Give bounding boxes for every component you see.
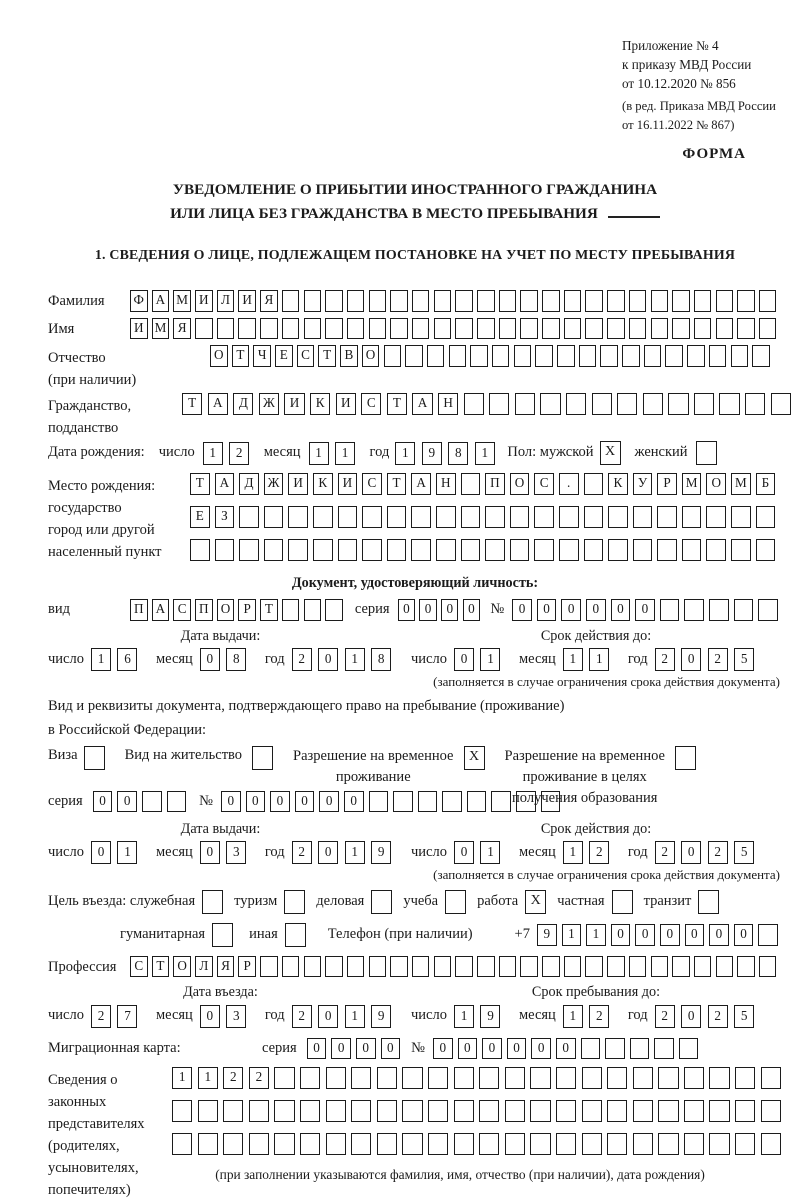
doc-issue-day-cells[interactable]: 1 6 [91, 648, 144, 671]
purpose-humanitarian-checkbox[interactable] [212, 923, 233, 947]
doc-issue-month-cells[interactable]: 0 8 [200, 648, 253, 671]
title-blank-underline [608, 203, 660, 218]
patronymic-cells[interactable]: О Т Ч Е С Т В О [210, 345, 774, 367]
birth-month-cells[interactable]: 1 1 [309, 442, 362, 465]
humanitarian-label: гуманитарная [120, 926, 206, 943]
entry-date-heading: Дата въезда: [183, 984, 258, 1001]
month-label: месяц [263, 444, 301, 461]
phone-prefix: +7 [514, 926, 530, 943]
legal-reps-note: (при заполнении указываются фамилия, имя, отчество (при наличии), дата рождения) [215, 1167, 705, 1183]
transit-label: транзит [643, 893, 692, 910]
residence-permit-checkbox[interactable] [252, 746, 273, 770]
permit-issue-year-cells[interactable]: 2 0 1 9 [292, 841, 398, 864]
purpose-label: Цель въезда: служебная [48, 893, 196, 910]
migration-card-label: Миграционная карта: [48, 1039, 181, 1056]
doc-valid-year-cells[interactable]: 2 0 2 5 [655, 648, 761, 671]
stay-month-cells[interactable]: 1 2 [563, 1005, 616, 1028]
doc-valid-day-cells[interactable]: 0 1 [454, 648, 507, 671]
purpose-row-2 [120, 923, 782, 947]
right-doc-line1: Вид и реквизиты документа, подтверждающего право на пребывание (проживание) [48, 697, 565, 714]
surname-row [48, 290, 782, 312]
permit-valid-note: (заполняется в случае ограничения срока действия документа) [433, 867, 780, 883]
form-title-line2: ИЛИ ЛИЦА БЕЗ ГРАЖДАНСТВА В МЕСТО ПРЕБЫВАНИЯ [48, 202, 782, 226]
purpose-transit-checkbox[interactable] [698, 890, 719, 914]
birthplace-row1-cells[interactable]: Т А Д Ж И К И С Т А Н П О С . К У Р М О М Б [190, 473, 780, 495]
entry-date-col: Дата въезда: число 2 7 месяц 0 3 год 2 0 1 9 [48, 983, 393, 1027]
birth-year-cells[interactable]: 1 9 8 1 [395, 442, 501, 465]
permit-valid-col: Срок действия до: число 0 1 месяц 1 2 год 2 0 2 5 [411, 820, 781, 864]
doc-valid-month-cells[interactable]: 1 1 [563, 648, 616, 671]
permit-valid-year-cells[interactable]: 2 0 2 5 [655, 841, 761, 864]
doc-valid-col: Срок действия до: число 0 1 месяц 1 1 год 2 0 2 5 [411, 627, 781, 671]
mig-number-label: № [411, 1039, 425, 1056]
mig-series-label: серия [262, 1039, 297, 1056]
private-label: частная [557, 893, 605, 910]
doc-issue-col: Дата выдачи: число 1 6 месяц 0 8 год 2 0 1 8 [48, 627, 393, 671]
permit-series-label: серия [48, 792, 83, 809]
business-label: деловая [316, 893, 365, 910]
temp-residence-checkbox[interactable]: X [464, 746, 485, 770]
temp-edu-label: Разрешение на временное проживание в целях получения образования [504, 747, 665, 806]
form-label: ФОРМА [682, 145, 746, 162]
mig-number-cells[interactable]: 0 0 0 0 0 0 [433, 1038, 704, 1060]
form-title-line1: УВЕДОМЛЕНИЕ О ПРИБЫТИИ ИНОСТРАННОГО ГРАЖДАНИНА [172, 181, 658, 199]
citizenship-label: Гражданство, подданство [48, 398, 132, 437]
permit-number-label: № [199, 792, 213, 809]
appendix-line-2: к приказу МВД России [622, 57, 752, 73]
doc-valid-note: (заполняется в случае ограничения срока действия документа) [433, 674, 780, 690]
legal-reps-cells [172, 1067, 786, 1184]
surname-cells[interactable]: Ф А М И Л И Я [130, 290, 781, 312]
temp-residence-label: Разрешение на временное проживание [293, 747, 454, 785]
study-label: учеба [403, 893, 439, 910]
work-label: работа [477, 893, 519, 910]
permit-issue-day-cells[interactable]: 0 1 [91, 841, 144, 864]
permit-number-cells[interactable]: 0 0 0 0 0 0 [221, 791, 565, 813]
patronymic-row [48, 345, 782, 391]
doc-type-cells[interactable]: П А С П О Р Т [130, 599, 347, 621]
entry-dates-block [48, 983, 782, 1027]
purpose-study-checkbox[interactable] [445, 890, 466, 914]
purpose-other-checkbox[interactable] [285, 923, 306, 947]
temp-edu-checkbox[interactable] [675, 746, 696, 770]
legal-reps-row2-cells[interactable] [172, 1100, 786, 1122]
visa-label: Виза [48, 746, 78, 763]
form-title [48, 178, 782, 225]
surname-label: Фамилия [48, 293, 105, 310]
section1-heading: 1. СВЕДЕНИЯ О ЛИЦЕ, ПОДЛЕЖАЩЕМ ПОСТАНОВКЕ НА УЧЕТ ПО МЕСТУ ПРЕБЫВАНИЯ [94, 248, 736, 264]
migration-card-row [48, 1038, 782, 1060]
birth-date-row [48, 441, 782, 465]
birthplace-label: Место рождения: государство город или другой населенный пункт [48, 478, 162, 561]
sex-male-checkbox[interactable]: X [600, 441, 621, 465]
entry-day-cells[interactable]: 2 7 [91, 1005, 144, 1028]
permit-series-cells[interactable]: 0 0 [93, 791, 191, 813]
appendix-line-5: от 16.11.2022 № 867) [622, 117, 735, 132]
identity-doc-heading: Документ, удостоверяющий личность: [291, 575, 539, 592]
appendix-block [622, 36, 782, 134]
purpose-official-checkbox[interactable] [202, 890, 223, 914]
permit-issue-col: Дата выдачи: число 0 1 месяц 0 3 год 2 0 1 9 [48, 820, 393, 864]
citizenship-row [48, 393, 782, 439]
doc-number-label: № [490, 601, 505, 618]
permit-dates-block [48, 820, 782, 864]
appendix-line-4: (в ред. Приказа МВД России [622, 99, 776, 114]
given-name-label: Имя [48, 320, 75, 337]
stay-until-heading: Срок пребывания до: [531, 984, 661, 1001]
doc-valid-heading: Срок действия до: [540, 627, 652, 644]
doc-dates-block [48, 627, 782, 671]
stay-year-cells[interactable]: 2 0 2 5 [655, 1005, 761, 1028]
legal-reps-row1-cells[interactable]: 1 1 2 2 [172, 1067, 786, 1089]
doc-series-label: серия [354, 601, 390, 618]
given-name-row [48, 318, 782, 340]
birthplace-row2-cells[interactable]: Е З [190, 506, 780, 528]
entry-month-cells[interactable]: 0 3 [200, 1005, 253, 1028]
entry-year-cells[interactable]: 2 0 1 9 [292, 1005, 398, 1028]
legal-reps-label: Сведения о законных представителях (родителях, усыновителях, попечителях) [48, 1072, 145, 1199]
birth-date-label: Дата рождения: [48, 444, 145, 461]
birthplace-block [48, 473, 782, 572]
sex-female-checkbox[interactable] [696, 441, 717, 465]
appendix-line-3: от 10.12.2020 № 856 [622, 76, 736, 92]
purpose-private-checkbox[interactable] [612, 890, 633, 914]
doc-type-row [48, 599, 782, 621]
permit-series-row [48, 791, 782, 813]
residence-permit-label: Вид на жительство [124, 746, 243, 763]
doc-number-cells[interactable]: 0 0 0 0 0 0 [512, 599, 783, 621]
stay-until-col: Срок пребывания до: число 1 9 месяц 1 2 год 2 0 2 5 [411, 983, 781, 1027]
given-name-cells[interactable]: И М Я [130, 318, 781, 340]
birthplace-cells [190, 473, 780, 572]
phone-cells[interactable]: 9 1 1 0 0 0 0 0 0 [537, 924, 783, 946]
legal-reps-row3-cells[interactable] [172, 1133, 786, 1155]
birthplace-row3-cells[interactable] [190, 539, 780, 561]
permit-valid-heading: Срок действия до: [540, 821, 652, 838]
phone-label: Телефон (при наличии) [327, 926, 473, 943]
doc-issue-heading: Дата выдачи: [180, 627, 261, 644]
patronymic-label: Отчество (при наличии) [48, 350, 137, 389]
profession-row [48, 956, 782, 978]
purpose-business-checkbox[interactable] [371, 890, 392, 914]
doc-type-label: вид [48, 601, 70, 618]
other-label: иная [249, 926, 278, 943]
year-label: год [369, 444, 390, 461]
stay-day-cells[interactable]: 1 9 [454, 1005, 507, 1028]
legal-reps-block [48, 1067, 782, 1201]
doc-issue-year-cells[interactable]: 2 0 1 8 [292, 648, 398, 671]
citizenship-cells[interactable]: Т А Д Ж И К И С Т А Н [182, 393, 796, 415]
doc-series-cells[interactable]: 0 0 0 0 [398, 599, 485, 621]
profession-cells[interactable]: С Т О Л Я Р [130, 956, 781, 978]
sex-male-label: Пол: мужской [507, 444, 594, 461]
sex-female-label: женский [634, 444, 688, 461]
permit-valid-day-cells[interactable]: 0 1 [454, 841, 507, 864]
birth-day-cells[interactable]: 1 2 [203, 442, 256, 465]
profession-label: Профессия [48, 958, 117, 975]
purpose-tourism-checkbox[interactable] [284, 890, 305, 914]
permit-valid-month-cells[interactable]: 1 2 [563, 841, 616, 864]
appendix-line-1: Приложение № 4 [622, 38, 719, 53]
tourism-label: туризм [234, 893, 278, 910]
right-doc-line2: в Российской Федерации: [48, 722, 207, 739]
permit-issue-month-cells[interactable]: 0 3 [200, 841, 253, 864]
day-label: число [158, 444, 195, 461]
visa-checkbox[interactable] [84, 746, 105, 770]
permit-issue-heading: Дата выдачи: [180, 821, 261, 838]
purpose-work-checkbox[interactable]: X [525, 890, 546, 914]
mig-series-cells[interactable]: 0 0 0 0 [307, 1038, 405, 1060]
purpose-row [48, 890, 782, 914]
